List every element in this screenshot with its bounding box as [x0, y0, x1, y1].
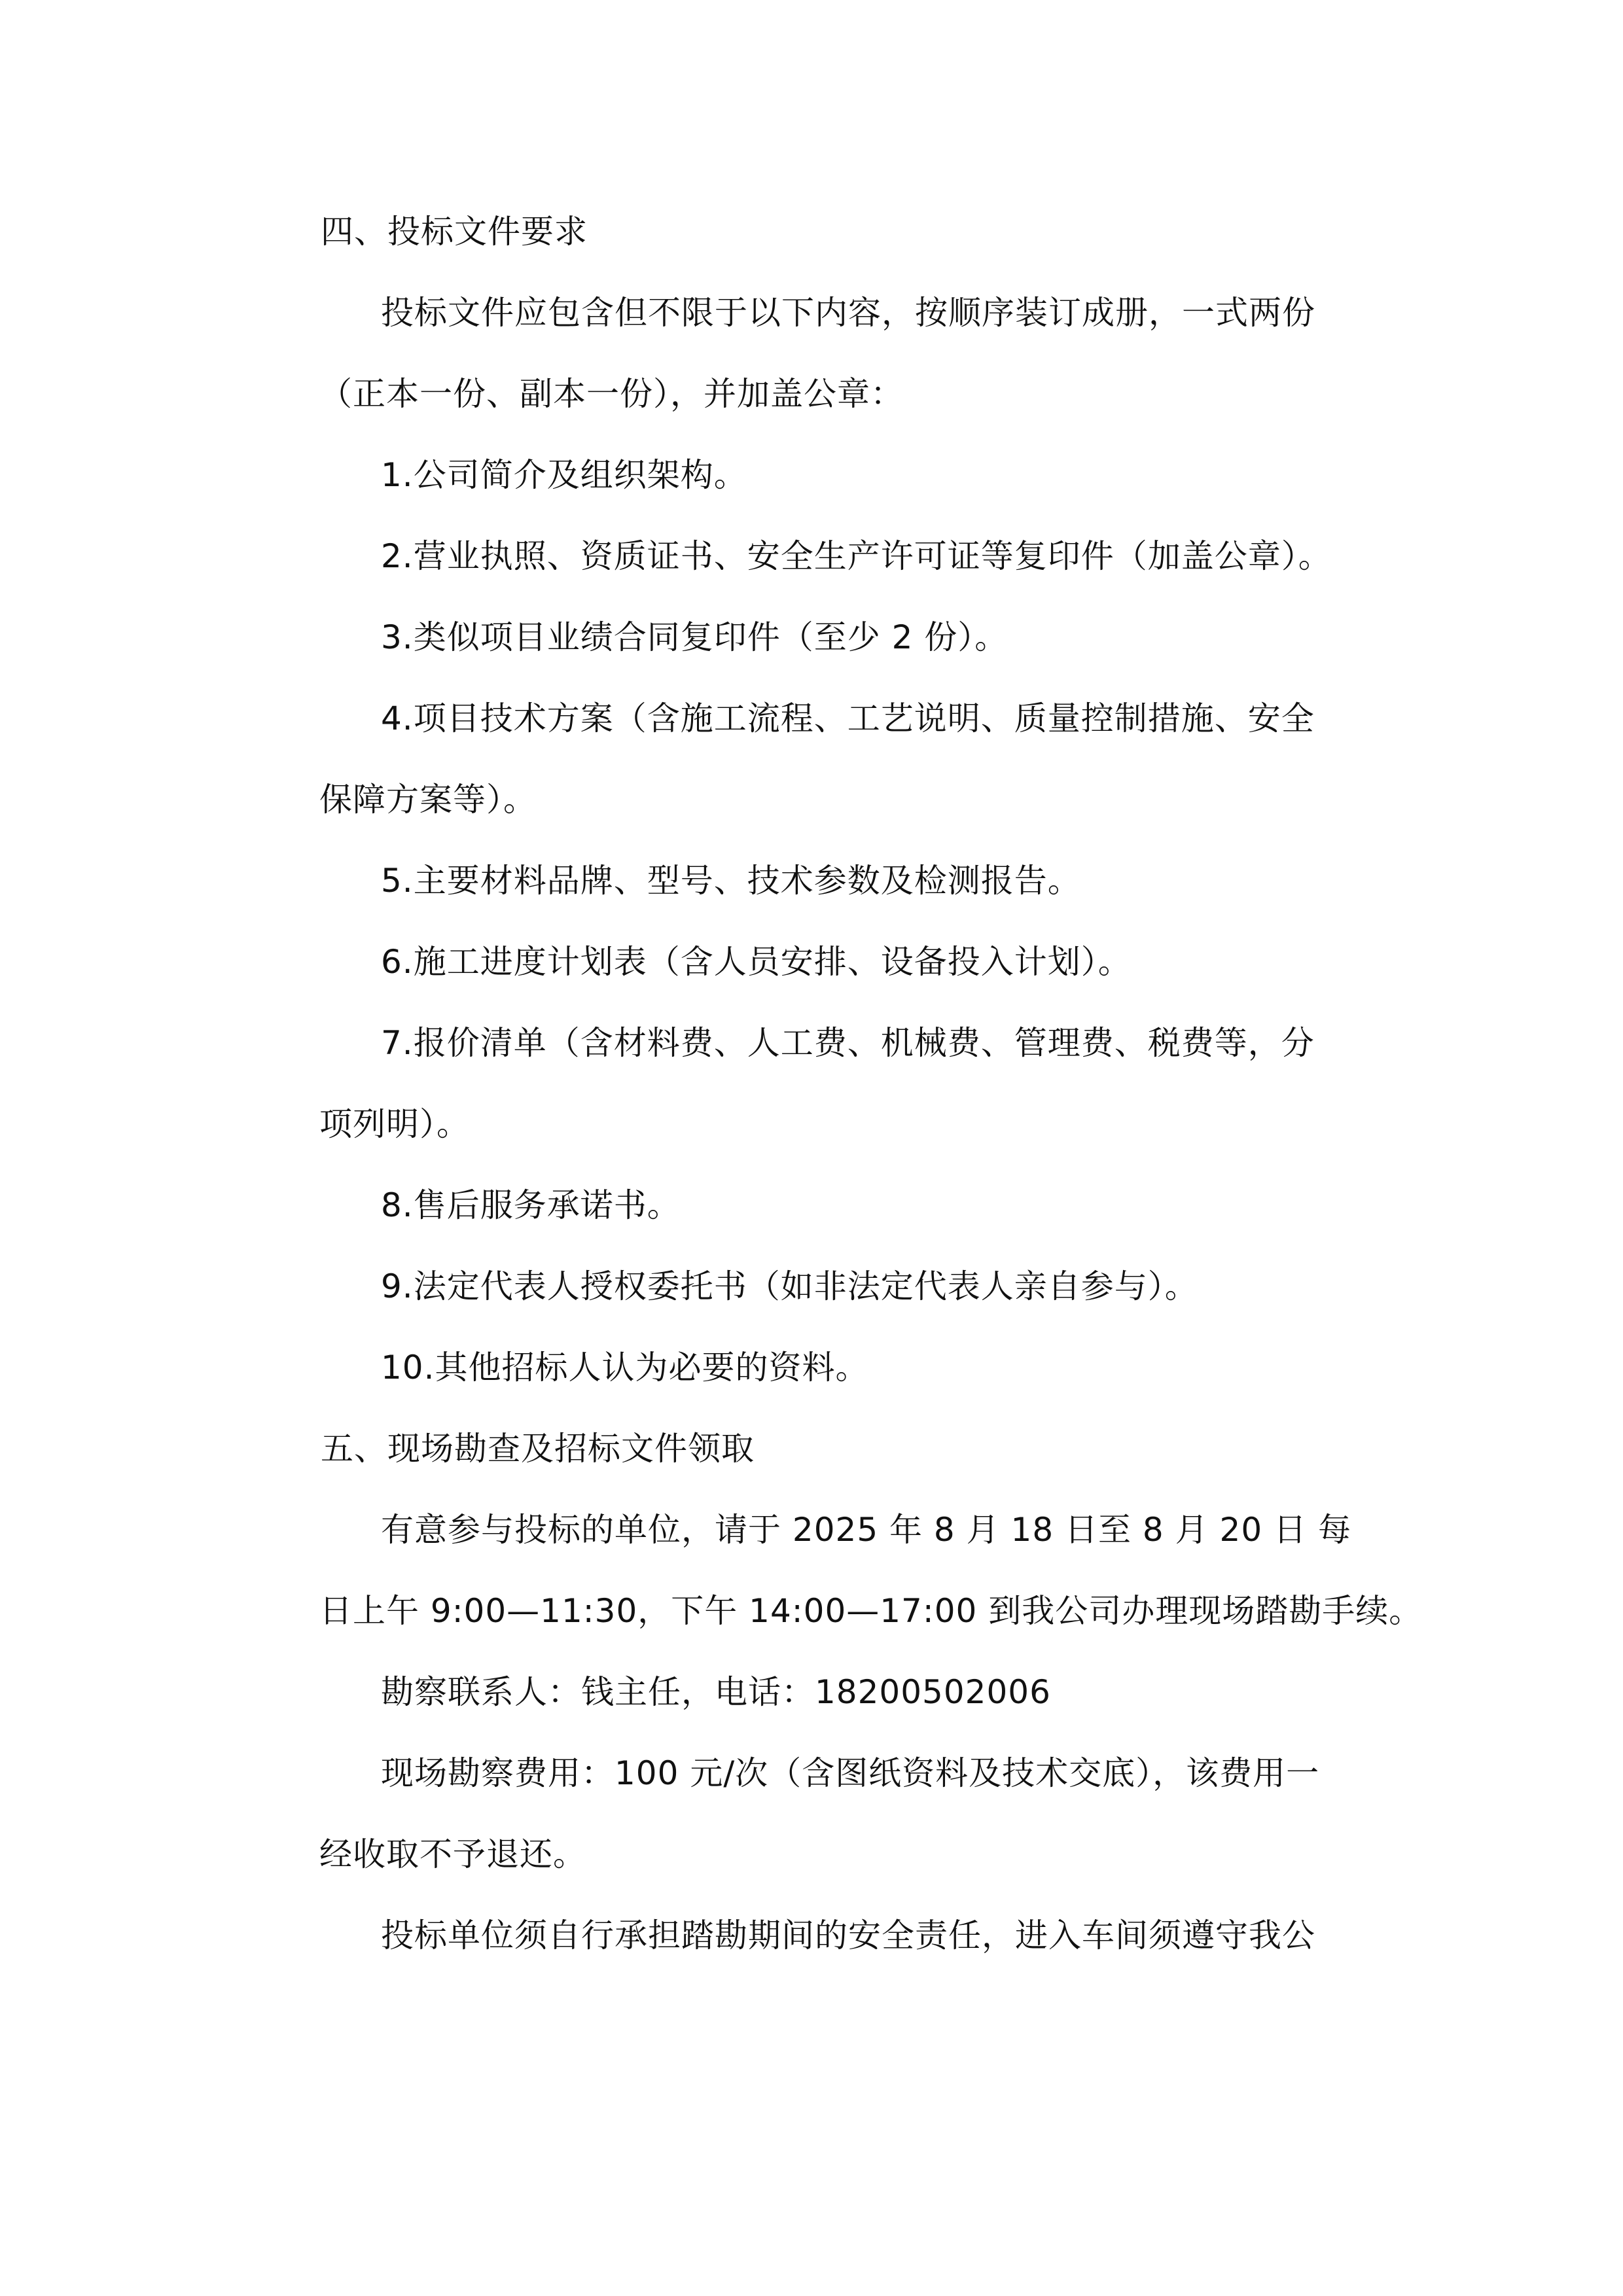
- list-item: 6.施工进度计划表（含人员安排、设备投入计划）。: [381, 943, 1132, 981]
- list-item: 1.公司简介及组织架构。: [381, 456, 747, 494]
- contact-line: 勘察联系人：钱主任，电话：18200502006: [381, 1673, 1051, 1711]
- section-5-title: 五、现场勘查及招标文件领取: [321, 1430, 755, 1468]
- safety-line-1: 投标单位须自行承担踏勘期间的安全责任，进入车间须遵守我公: [381, 1916, 1315, 1954]
- list-item-continuation: 项列明）。: [319, 1105, 470, 1143]
- list-item: 8.售后服务承诺书。: [381, 1186, 681, 1224]
- fee-line-1: 现场勘察费用：100 元/次（含图纸资料及技术交底），该费用一: [381, 1754, 1320, 1792]
- list-item: 3.类似项目业绩合同复印件（至少 2 份）。: [381, 618, 1008, 656]
- list-item: 5.主要材料品牌、型号、技术参数及检测报告。: [381, 862, 1081, 900]
- list-item: 4.项目技术方案（含施工流程、工艺说明、质量控制措施、安全: [381, 699, 1315, 737]
- list-item: 2.营业执照、资质证书、安全生产许可证等复印件（加盖公章）。: [381, 537, 1332, 575]
- list-item: 9.法定代表人授权委托书（如非法定代表人亲自参与）。: [381, 1267, 1198, 1305]
- fee-line-2: 经收取不予退还。: [319, 1835, 586, 1873]
- section-4-intro-line-2: （正本一份、副本一份），并加盖公章：: [319, 375, 904, 413]
- list-item-continuation: 保障方案等）。: [319, 781, 537, 819]
- section-5-para-1-line-2: 日上午 9:00—11:30，下午 14:00—17:00 到我公司办理现场踏勘手续。: [319, 1592, 1423, 1630]
- list-item: 10.其他招标人认为必要的资料。: [381, 1349, 869, 1386]
- section-5-para-1-line-1: 有意参与投标的单位，请于 2025 年 8 月 18 日至 8 月 20 日 每: [381, 1511, 1351, 1549]
- section-4-intro-line-1: 投标文件应包含但不限于以下内容，按顺序装订成册，一式两份: [381, 294, 1315, 332]
- list-item: 7.报价清单（含材料费、人工费、机械费、管理费、税费等，分: [381, 1024, 1315, 1062]
- section-4-title: 四、投标文件要求: [321, 213, 588, 251]
